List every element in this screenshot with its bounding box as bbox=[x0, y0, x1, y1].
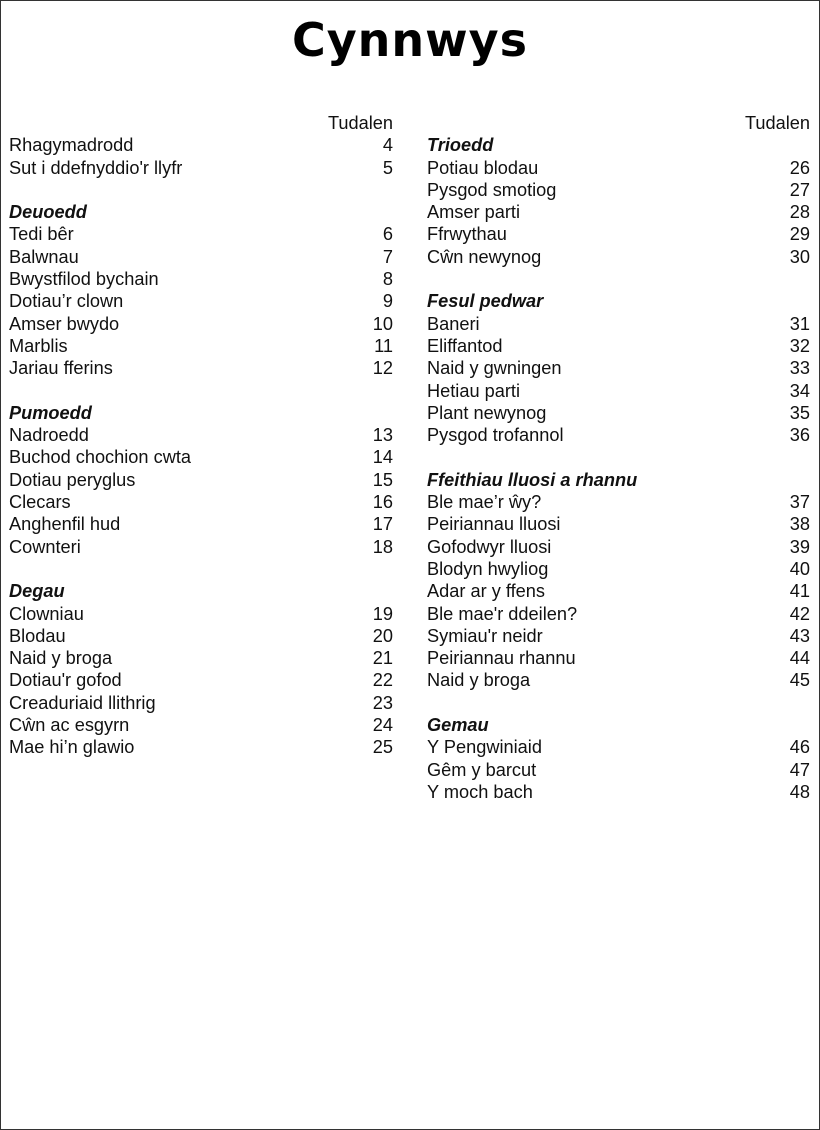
entry-title: Gêm y barcut bbox=[427, 759, 537, 780]
entry-title: Dotiau’r clown bbox=[9, 291, 124, 312]
contents-column-left bbox=[9, 112, 393, 759]
contents-entry bbox=[427, 647, 810, 669]
entry-page-number: 12 bbox=[372, 358, 393, 379]
section-heading-label: Gemau bbox=[427, 715, 489, 736]
entry-page-number: 5 bbox=[382, 157, 393, 178]
spacer bbox=[427, 268, 810, 290]
entry-title: Ffrwythau bbox=[427, 224, 507, 245]
contents-entry bbox=[427, 157, 810, 179]
contents-entry bbox=[427, 491, 810, 513]
contents-entry bbox=[9, 246, 393, 268]
contents-entry bbox=[9, 424, 393, 446]
spacer bbox=[9, 179, 393, 201]
contents-entry bbox=[9, 647, 393, 669]
section-heading bbox=[9, 580, 393, 602]
entry-page-number: 32 bbox=[789, 335, 810, 356]
entry-page-number: 45 bbox=[789, 670, 810, 691]
entry-page-number: 22 bbox=[372, 670, 393, 691]
page-column-header-label: Tudalen bbox=[744, 113, 810, 133]
entry-page-number: 24 bbox=[372, 715, 393, 736]
spacer bbox=[9, 558, 393, 580]
section-heading-label: Fesul pedwar bbox=[427, 291, 544, 312]
entry-page-number: 20 bbox=[372, 625, 393, 646]
contents-entry bbox=[9, 669, 393, 691]
entry-title: Potiau blodau bbox=[427, 157, 539, 178]
contents-entry bbox=[427, 536, 810, 558]
page-column-header-label: Tudalen bbox=[327, 113, 393, 133]
contents-entry bbox=[427, 603, 810, 625]
contents-entry bbox=[9, 268, 393, 290]
entry-page-number: 11 bbox=[374, 335, 393, 356]
contents-entry bbox=[9, 357, 393, 379]
entry-title: Creaduriaid llithrig bbox=[9, 692, 156, 713]
section-heading bbox=[427, 290, 810, 312]
entry-title: Hetiau parti bbox=[427, 380, 521, 401]
contents-entry bbox=[9, 603, 393, 625]
contents-entry bbox=[9, 157, 393, 179]
contents-entry bbox=[427, 246, 810, 268]
entry-page-number: 34 bbox=[789, 380, 810, 401]
spacer bbox=[427, 692, 810, 714]
entry-page-number: 16 bbox=[372, 492, 393, 513]
entry-title: Mae hi’n glawio bbox=[9, 737, 135, 758]
section-heading bbox=[427, 134, 810, 156]
entry-page-number: 23 bbox=[372, 692, 393, 713]
contents-entry bbox=[9, 335, 393, 357]
section-heading bbox=[9, 201, 393, 223]
page-title: Cynnwys bbox=[291, 13, 529, 67]
entry-title: Nadroedd bbox=[9, 425, 89, 446]
entry-title: Y Pengwiniaid bbox=[427, 737, 542, 758]
entry-title: Blodau bbox=[9, 625, 66, 646]
entry-page-number: 31 bbox=[789, 313, 810, 334]
entry-title: Symiau'r neidr bbox=[427, 625, 543, 646]
entry-title: Cŵn ac esgyrn bbox=[9, 715, 130, 736]
contents-entry bbox=[9, 692, 393, 714]
entry-title: Peiriannau lluosi bbox=[427, 514, 561, 535]
section-heading-label: Deuoedd bbox=[9, 202, 87, 223]
contents-entry bbox=[9, 625, 393, 647]
entry-title: Clecars bbox=[9, 492, 71, 513]
section-heading bbox=[427, 469, 810, 491]
contents-entry bbox=[9, 134, 393, 156]
contents-entry bbox=[9, 513, 393, 535]
entry-page-number: 28 bbox=[789, 202, 810, 223]
entry-title: Bwystfilod bychain bbox=[9, 269, 159, 290]
contents-entry bbox=[427, 357, 810, 379]
entry-page-number: 33 bbox=[789, 358, 810, 379]
entry-page-number: 21 bbox=[372, 648, 393, 669]
entry-page-number: 38 bbox=[789, 514, 810, 535]
entry-title: Amser bwydo bbox=[9, 313, 120, 334]
entry-title: Balwnau bbox=[9, 246, 79, 267]
entry-page-number: 26 bbox=[789, 157, 810, 178]
page-column-header bbox=[9, 112, 393, 134]
contents-entry bbox=[9, 714, 393, 736]
entry-page-number: 40 bbox=[789, 558, 810, 579]
contents-entry bbox=[427, 402, 810, 424]
entry-title: Naid y gwningen bbox=[427, 358, 562, 379]
contents-entry bbox=[427, 781, 810, 803]
entry-page-number: 30 bbox=[789, 246, 810, 267]
contents-entry bbox=[9, 491, 393, 513]
section-heading-label: Degau bbox=[9, 581, 65, 602]
contents-entry bbox=[9, 223, 393, 245]
entry-title: Adar ar y ffens bbox=[427, 581, 545, 602]
contents-entry bbox=[9, 313, 393, 335]
entry-page-number: 36 bbox=[789, 425, 810, 446]
entry-title: Rhagymadrodd bbox=[9, 135, 134, 156]
entry-title: Cownteri bbox=[9, 536, 81, 557]
entry-page-number: 37 bbox=[789, 492, 810, 513]
contents-entry bbox=[427, 736, 810, 758]
entry-title: Gofodwyr lluosi bbox=[427, 536, 552, 557]
spacer bbox=[9, 380, 393, 402]
entry-title: Eliffantod bbox=[427, 335, 503, 356]
contents-entry bbox=[427, 335, 810, 357]
contents-entry bbox=[427, 759, 810, 781]
entry-page-number: 9 bbox=[382, 291, 393, 312]
entry-page-number: 35 bbox=[789, 402, 810, 423]
entry-page-number: 8 bbox=[382, 269, 393, 290]
entry-title: Plant newynog bbox=[427, 402, 547, 423]
entry-title: Peiriannau rhannu bbox=[427, 648, 576, 669]
entry-title: Sut i ddefnyddio'r llyfr bbox=[9, 157, 183, 178]
entry-title: Baneri bbox=[427, 313, 480, 334]
section-heading bbox=[427, 714, 810, 736]
entry-page-number: 39 bbox=[789, 536, 810, 557]
section-heading bbox=[9, 402, 393, 424]
contents-entry bbox=[427, 223, 810, 245]
contents-entry bbox=[427, 424, 810, 446]
contents-column-right bbox=[427, 112, 810, 803]
contents-entry bbox=[427, 513, 810, 535]
entry-title: Amser parti bbox=[427, 202, 520, 223]
contents-entry bbox=[9, 469, 393, 491]
contents-entry bbox=[427, 201, 810, 223]
contents-entry bbox=[427, 625, 810, 647]
entry-title: Buchod chochion cwta bbox=[9, 447, 191, 468]
entry-title: Blodyn hwyliog bbox=[427, 558, 549, 579]
entry-page-number: 19 bbox=[372, 603, 393, 624]
entry-title: Dotiau'r gofod bbox=[9, 670, 122, 691]
entry-title: Pysgod trofannol bbox=[427, 425, 564, 446]
entry-page-number: 27 bbox=[789, 179, 810, 200]
entry-page-number: 25 bbox=[372, 737, 393, 758]
page-column-header bbox=[427, 112, 810, 134]
entry-title: Marblis bbox=[9, 335, 68, 356]
entry-title: Ble mae’r ŵy? bbox=[427, 492, 542, 513]
contents-entry bbox=[427, 558, 810, 580]
contents-entry bbox=[9, 736, 393, 758]
contents-entry bbox=[9, 536, 393, 558]
entry-page-number: 44 bbox=[789, 648, 810, 669]
entry-page-number: 47 bbox=[789, 759, 810, 780]
contents-entry bbox=[9, 446, 393, 468]
section-heading-label: Pumoedd bbox=[9, 402, 92, 423]
entry-title: Clowniau bbox=[9, 603, 84, 624]
entry-page-number: 18 bbox=[372, 536, 393, 557]
entry-title: Naid y broga bbox=[427, 670, 531, 691]
spacer bbox=[427, 446, 810, 468]
entry-page-number: 7 bbox=[382, 246, 393, 267]
entry-page-number: 42 bbox=[789, 603, 810, 624]
entry-page-number: 13 bbox=[372, 425, 393, 446]
entry-title: Tedi bêr bbox=[9, 224, 74, 245]
entry-title: Anghenfil hud bbox=[9, 514, 121, 535]
entry-page-number: 29 bbox=[789, 224, 810, 245]
contents-entry bbox=[9, 290, 393, 312]
contents-entry bbox=[427, 313, 810, 335]
entry-title: Jariau fferins bbox=[9, 358, 113, 379]
entry-page-number: 14 bbox=[372, 447, 393, 468]
entry-page-number: 46 bbox=[789, 737, 810, 758]
entry-page-number: 48 bbox=[789, 781, 810, 802]
contents-entry bbox=[427, 669, 810, 691]
entry-page-number: 4 bbox=[382, 135, 393, 156]
entry-page-number: 6 bbox=[382, 224, 393, 245]
entry-page-number: 17 bbox=[372, 514, 393, 535]
entry-page-number: 41 bbox=[789, 581, 810, 602]
section-heading-label: Trioedd bbox=[427, 135, 494, 156]
entry-title: Cŵn newynog bbox=[427, 246, 542, 267]
entry-title: Dotiau peryglus bbox=[9, 469, 136, 490]
entry-title: Pysgod smotiog bbox=[427, 179, 557, 200]
section-heading-label: Ffeithiau lluosi a rhannu bbox=[427, 469, 638, 490]
entry-page-number: 10 bbox=[372, 313, 393, 334]
entry-page-number: 43 bbox=[789, 625, 810, 646]
entry-page-number: 15 bbox=[372, 469, 393, 490]
entry-title: Naid y broga bbox=[9, 648, 113, 669]
entry-title: Y moch bach bbox=[427, 781, 533, 802]
contents-entry bbox=[427, 380, 810, 402]
contents-entry bbox=[427, 580, 810, 602]
contents-entry bbox=[427, 179, 810, 201]
entry-title: Ble mae'r ddeilen? bbox=[427, 603, 578, 624]
